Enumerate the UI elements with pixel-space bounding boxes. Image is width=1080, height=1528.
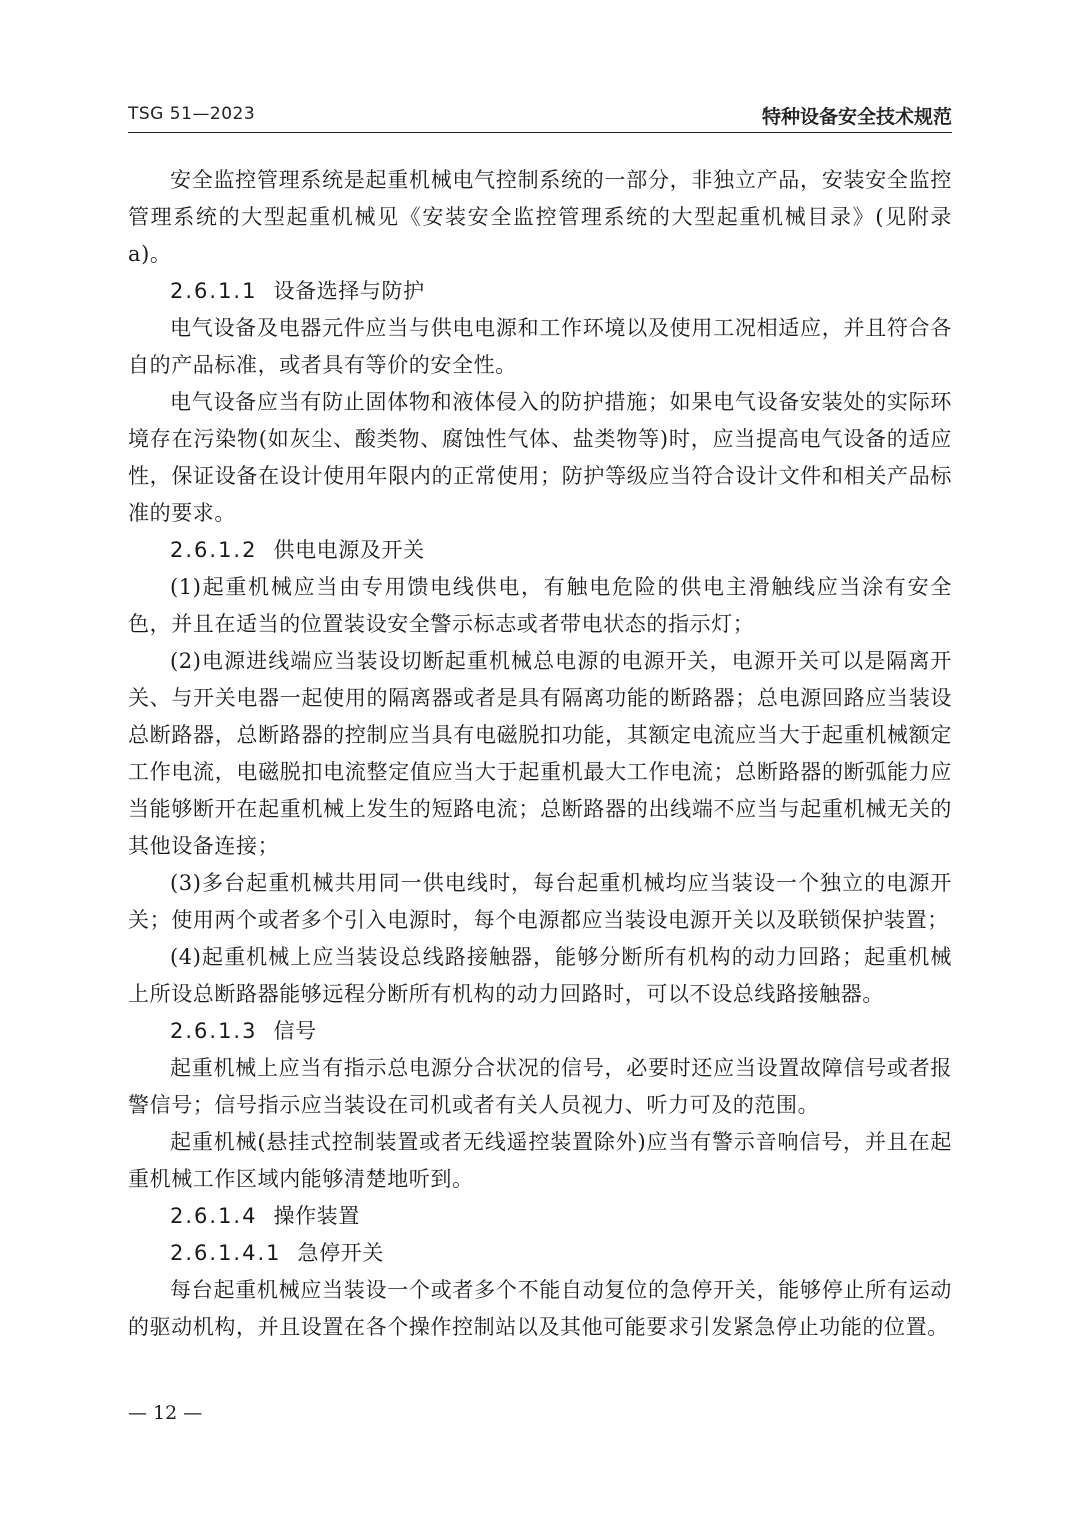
section-number: 2.6.1.1	[170, 279, 258, 303]
paragraph: 电气设备应当有防止固体物和液体侵入的防护措施；如果电气设备安装处的实际环境存在污染物(如灰尘、酸类物、腐蚀性气体、盐类物等)时，应当提高电气设备的适应性，保证设备在设计使用年限内的正常使用；防护等级应当符合设计文件和相关产品标准的要求。	[128, 390, 952, 525]
section-number: 2.6.1.2	[170, 538, 258, 562]
section-heading	[128, 273, 952, 310]
paragraph: (4)起重机械上应当装设总线路接触器，能够分断所有机构的动力回路；起重机械上所设总断路器能够远程分断所有机构的动力回路时，可以不设总线路接触器。	[128, 945, 952, 1006]
document-category: 特种设备安全技术规范	[761, 106, 952, 128]
section-number: 2.6.1.4	[170, 1204, 258, 1228]
page-number: — 12 —	[128, 1402, 203, 1424]
section-heading	[128, 1198, 952, 1235]
paragraph: 电气设备及电器元件应当与供电电源和工作环境以及使用工况相适应，并且符合各自的产品标准，或者具有等价的安全性。	[128, 316, 952, 377]
document-body	[128, 162, 952, 1346]
paragraph: (2)电源进线端应当装设切断起重机械总电源的电源开关，电源开关可以是隔离开关、与开关电器一起使用的隔离器或者是具有隔离功能的断路器；总电源回路应当装设总断路器，总断路器的控制应当具有电磁脱扣功能，其额定电流应当大于起重机械额定工作电流，电磁脱扣电流整定值应当大于起重机最大工作电流；总断路器的断弧能力应当能够断开在起重机械上发生的短路电流；总断路器的出线端不应当与起重机械无关的其他设备连接；	[128, 649, 952, 858]
section-heading	[128, 532, 952, 569]
subsection-heading	[128, 1235, 952, 1272]
paragraph: 起重机械(悬挂式控制装置或者无线遥控装置除外)应当有警示音响信号，并且在起重机械工作区域内能够清楚地听到。	[128, 1130, 952, 1191]
section-title: 急停开关	[297, 1241, 384, 1265]
page-header	[128, 100, 952, 133]
section-number: 2.6.1.3	[170, 1019, 258, 1043]
section-title: 操作装置	[273, 1204, 360, 1228]
section-heading	[128, 1013, 952, 1050]
standard-code: TSG 51—2023	[128, 104, 256, 124]
paragraph: 每台起重机械应当装设一个或者多个不能自动复位的急停开关，能够停止所有运动的驱动机构，并且设置在各个操作控制站以及其他可能要求引发紧急停止功能的位置。	[128, 1278, 952, 1339]
paragraph: 安全监控管理系统是起重机械电气控制系统的一部分，非独立产品，安装安全监控管理系统的大型起重机械见《安装安全监控管理系统的大型起重机械目录》(见附录 a)。	[128, 168, 952, 266]
paragraph: (1)起重机械应当由专用馈电线供电，有触电危险的供电主滑触线应当涂有安全色，并且在适当的位置装设安全警示标志或者带电状态的指示灯；	[128, 575, 952, 636]
paragraph: 起重机械上应当有指示总电源分合状况的信号，必要时还应当设置故障信号或者报警信号；信号指示应当装设在司机或者有关人员视力、听力可及的范围。	[128, 1056, 952, 1117]
section-number: 2.6.1.4.1	[170, 1241, 282, 1265]
section-title: 供电电源及开关	[273, 538, 425, 562]
section-title: 设备选择与防护	[273, 279, 425, 303]
paragraph: (3)多台起重机械共用同一供电线时，每台起重机械均应当装设一个独立的电源开关；使用两个或者多个引入电源时，每个电源都应当装设电源开关以及联锁保护装置；	[128, 871, 952, 932]
section-title: 信号	[273, 1019, 317, 1043]
